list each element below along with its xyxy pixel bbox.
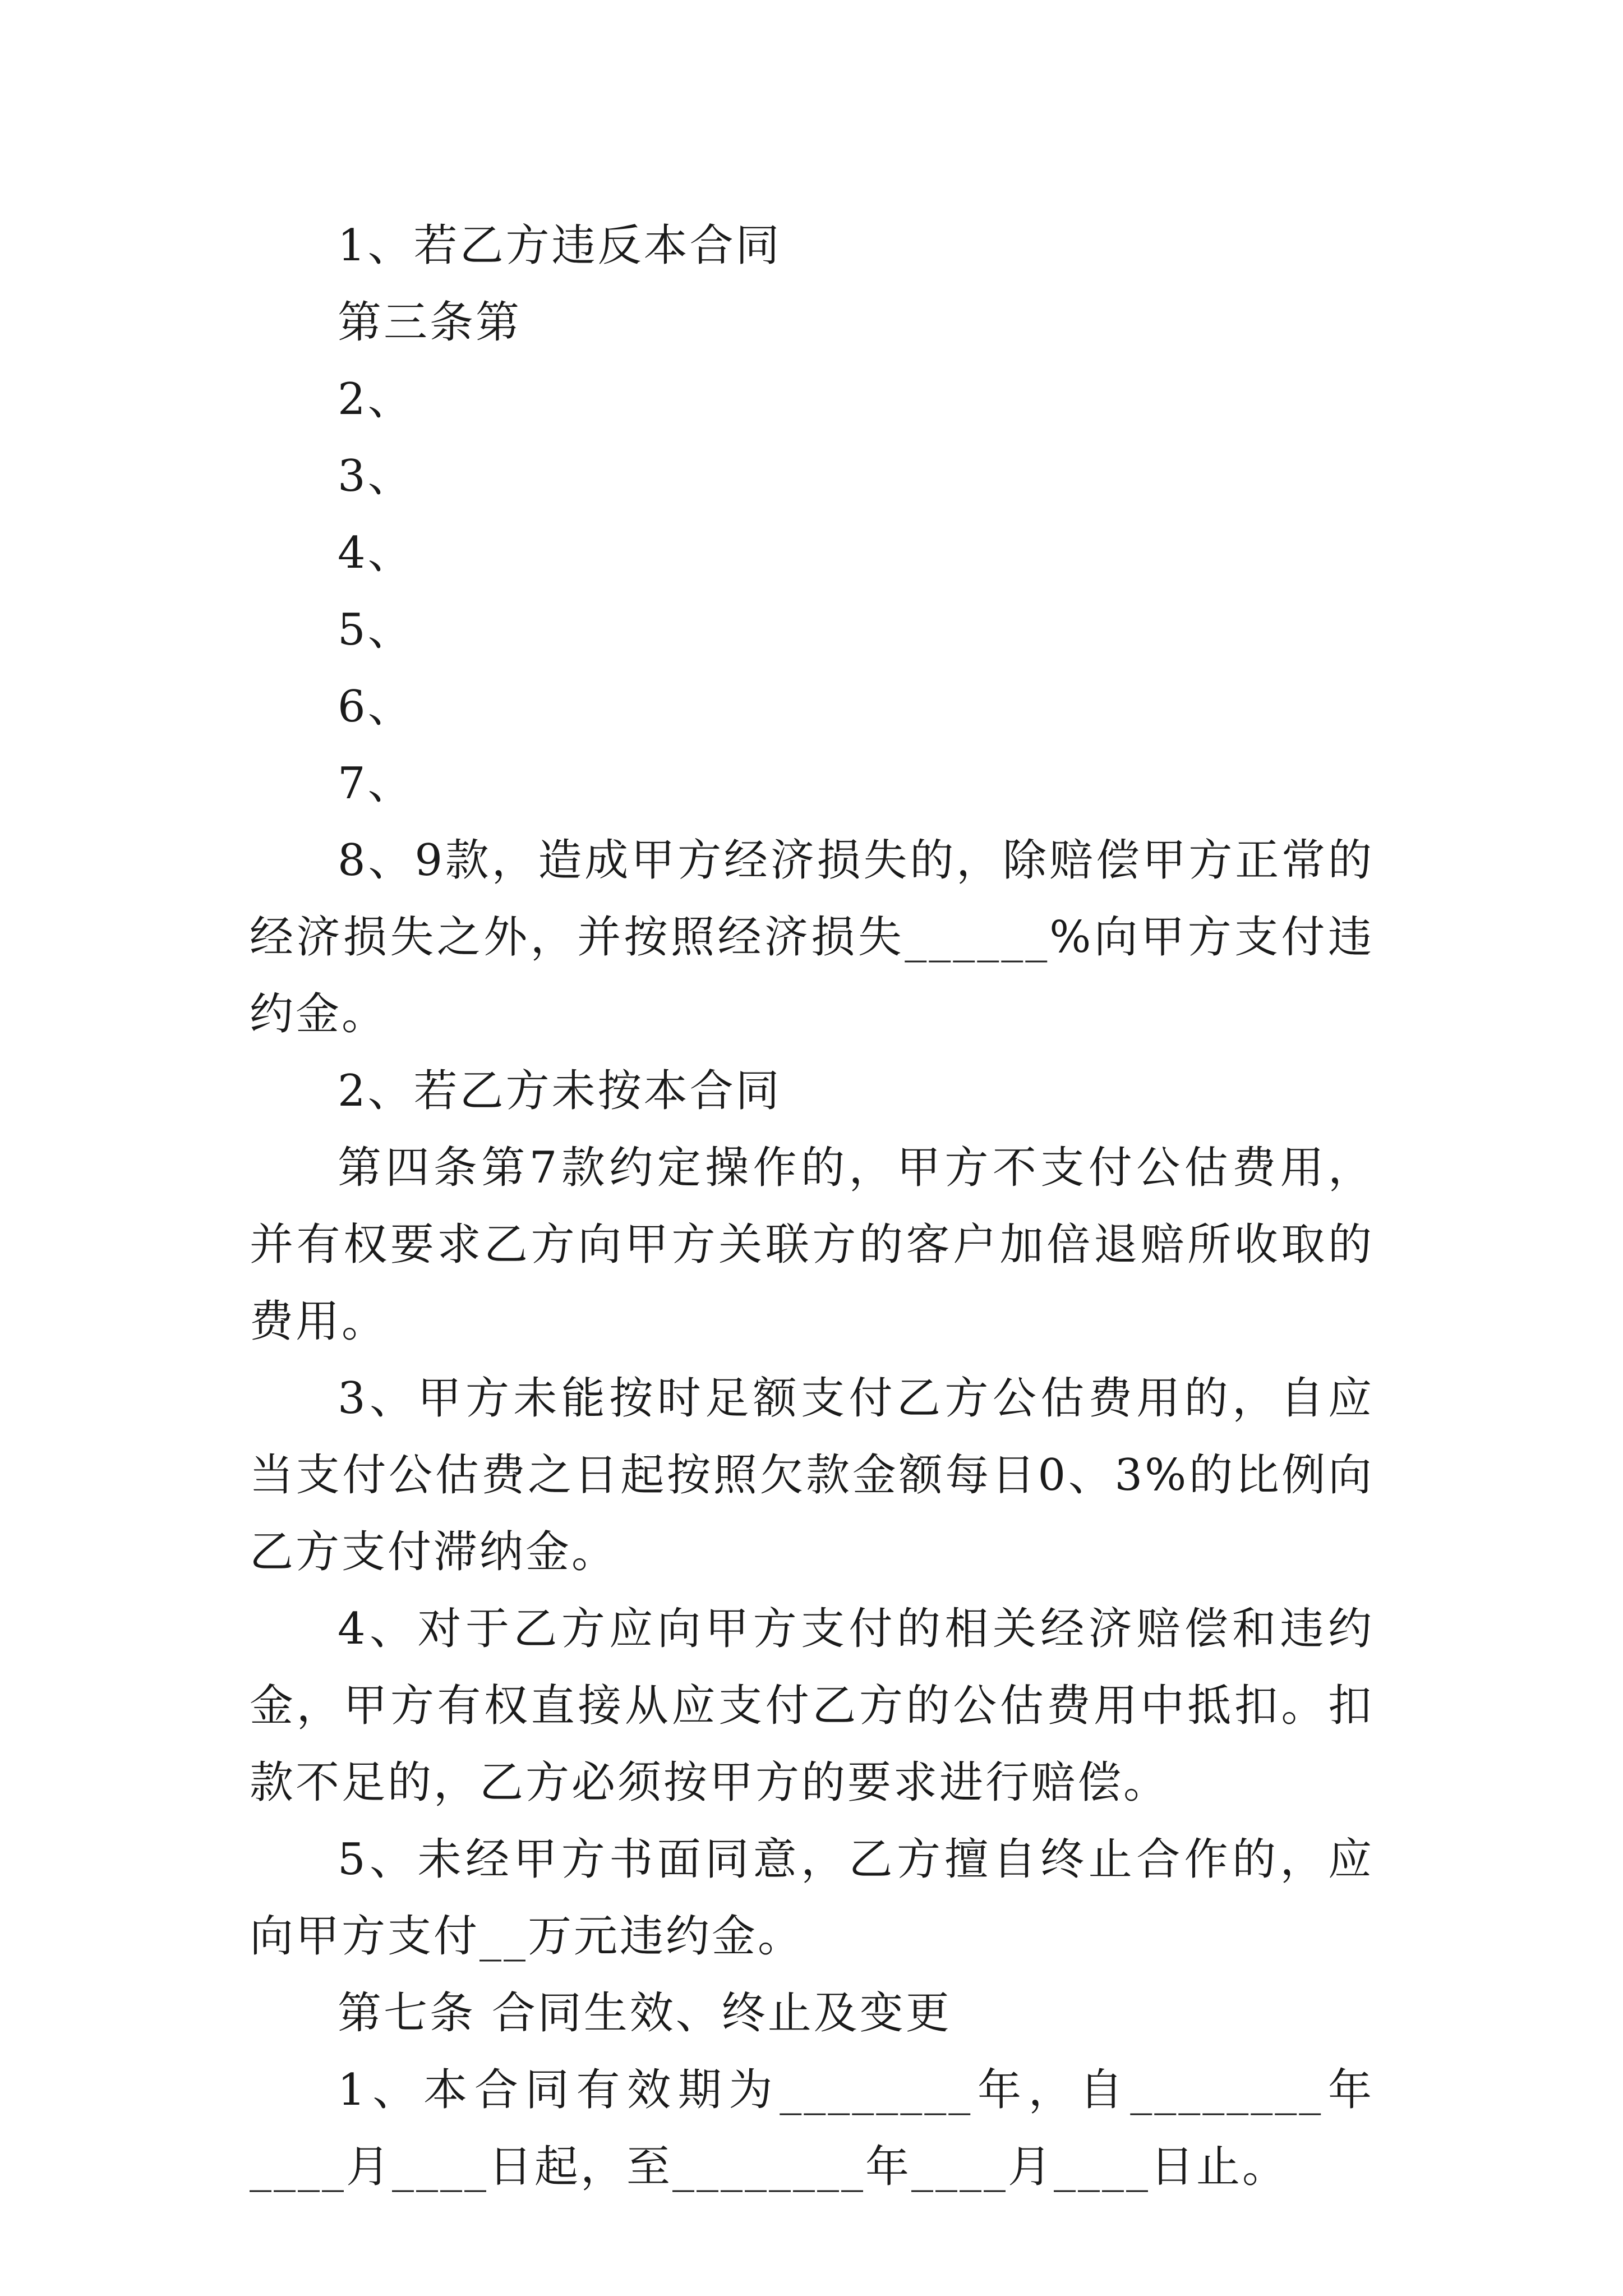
paragraph-12: 3、甲方未能按时足额支付乙方公估费用的，自应当支付公估费之日起按照欠款金额每日0、3%的比例向乙方支付滞纳金。: [250, 1373, 1374, 1577]
paragraph-14: 5、未经甲方书面同意，乙方擅自终止合作的，应向甲方支付__万元违约金。: [250, 1834, 1374, 1962]
paragraph-9: 8、9款，造成甲方经济损失的，除赔偿甲方正常的经济损失之外，并按照经济损失______%向甲方支付违约金。: [250, 835, 1374, 1039]
paragraph-2: 第三条第: [338, 297, 522, 348]
paragraph-6: 5、: [338, 605, 414, 655]
section-heading-article-7: 第七条 合同生效、终止及变更: [338, 1988, 952, 2039]
paragraph-5: 4、: [338, 528, 414, 578]
paragraph-8: 7、: [338, 758, 414, 809]
paragraph-1: 1、若乙方违反本合同: [338, 220, 782, 271]
paragraph-16: 1、本合同有效期为________年，自________年____月____日起，至________年____月____日止。: [250, 2065, 1374, 2192]
paragraph-13: 4、对于乙方应向甲方支付的相关经济赔偿和违约金，甲方有权直接从应支付乙方的公估费用中抵扣。扣款不足的，乙方必须按甲方的要求进行赔偿。: [250, 1604, 1374, 1808]
document-body: [250, 208, 1374, 2206]
paragraph-11: 第四条第7款约定操作的，甲方不支付公估费用，并有权要求乙方向甲方关联方的客户加倍退赔所收取的费用。: [250, 1143, 1374, 1347]
paragraph-10: 2、若乙方未按本合同: [338, 1066, 782, 1116]
paragraph-3: 2、: [338, 374, 414, 425]
paragraph-4: 3、: [338, 451, 414, 501]
paragraph-7: 6、: [338, 682, 414, 732]
